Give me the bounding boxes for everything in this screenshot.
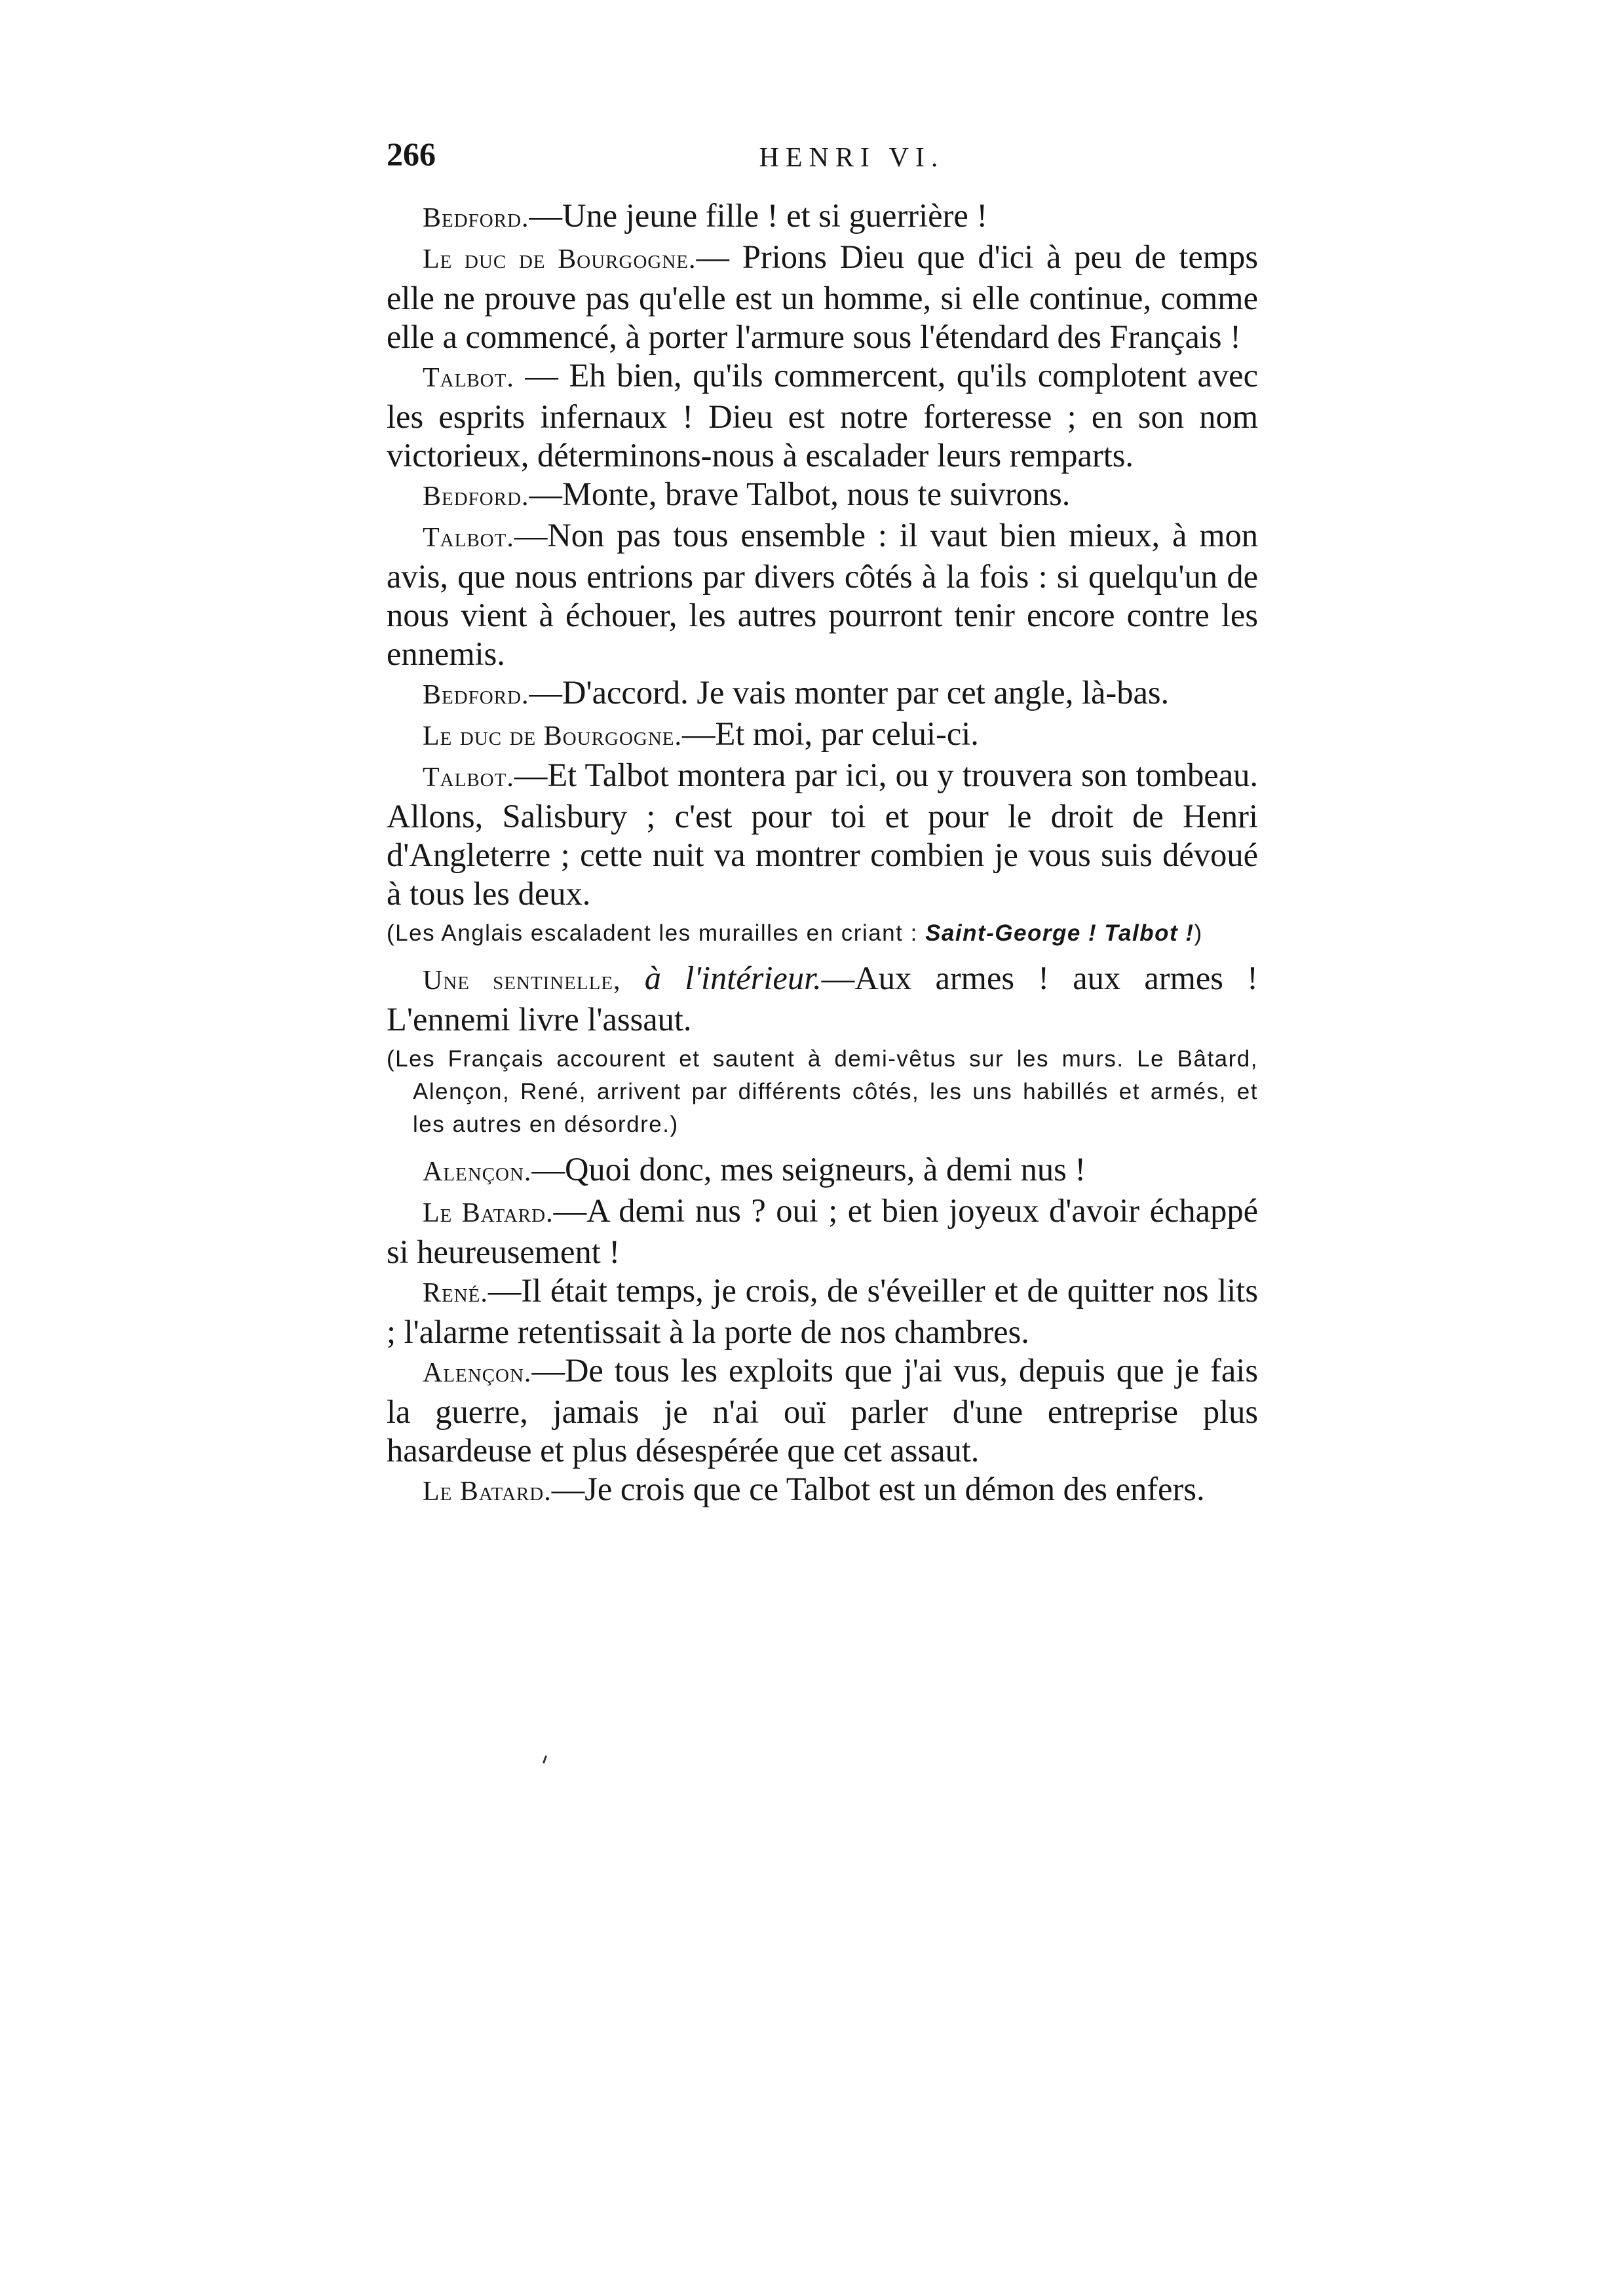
dialogue-paragraph xyxy=(387,959,1258,1039)
dialogue-text: —A demi nus ? oui ; et bien joyeux d'avoir échappé si heureusement ! xyxy=(387,1192,1259,1270)
speaker-name: Alençon. xyxy=(423,1358,532,1388)
speaker-name: Le duc de Bourgogne. xyxy=(423,244,697,274)
dialogue-text: —Quoi donc, mes seigneurs, à demi nus ! xyxy=(531,1151,1086,1188)
speaker-name: Le duc de Bourgogne. xyxy=(423,721,682,751)
stage-direction-text: (Les Français accourent et sautent à demi-vêtus sur les murs. Le Bâtard, Alençon, René, arrivent par différents côtés, les uns habillés et armés, et les autres en désordre.) xyxy=(387,1046,1258,1137)
running-title: HENRI VI. xyxy=(759,143,945,173)
stage-direction-cry: Saint-George ! Talbot ! xyxy=(925,920,1194,946)
stage-direction-text: (Les Anglais escaladent les murailles en criant : xyxy=(387,920,926,946)
speaker-name: Bedford. xyxy=(423,680,529,710)
speaker-name: Talbot. xyxy=(423,363,514,393)
dialogue-paragraph xyxy=(387,673,1258,715)
dialogue-text: —D'accord. Je vais monter par cet angle, là-bas. xyxy=(529,674,1170,711)
dialogue-paragraph xyxy=(387,756,1258,913)
speaker-name: René. xyxy=(423,1278,488,1308)
dialogue-paragraph xyxy=(387,1271,1258,1351)
dialogue-paragraph xyxy=(387,516,1258,673)
dialogue-paragraph xyxy=(387,238,1258,356)
page-number: 266 xyxy=(387,136,436,172)
dialogue-paragraph xyxy=(387,1470,1258,1511)
dialogue-text: —Et Talbot montera par ici, ou y trouvera son tombeau. Allons, Salisbury ; c'est pour toi et pour le droit de Henri d'Angleterre ; cette nuit va montrer combien je vous suis dévoué à tous les deux. xyxy=(387,757,1258,912)
speaker-name: Le Batard. xyxy=(423,1477,552,1507)
speaker-name: Bedford. xyxy=(423,203,529,233)
speaker-direction: à l'intérieur. xyxy=(621,960,822,996)
dialogue-paragraph xyxy=(387,475,1258,516)
dialogue-text: —Je crois que ce Talbot est un démon des enfers. xyxy=(551,1471,1205,1507)
dialogue-paragraph xyxy=(387,356,1258,475)
dialogue-text: — Eh bien, qu'ils commercent, qu'ils complotent avec les esprits infernaux ! Dieu est notre forteresse ; en son nom victorieux, déterminons-nous à escalader leurs remparts. xyxy=(387,357,1258,474)
speaker-name: Talbot. xyxy=(423,523,514,553)
dialogue-paragraph xyxy=(387,715,1258,756)
dialogue-paragraph xyxy=(387,1351,1258,1470)
dialogue-text: —Une jeune fille ! et si guerrière ! xyxy=(529,197,988,234)
dialogue-text: —Il était temps, je crois, de s'éveiller et de quitter nos lits ; l'alarme retentissait à la porte de nos chambres. xyxy=(387,1272,1258,1350)
dialogue-text: —Et moi, par celui-ci. xyxy=(681,715,979,752)
dialogue-paragraph xyxy=(387,197,1258,238)
dialogue-paragraph xyxy=(387,1192,1258,1271)
dialogue-text: — Prions Dieu que d'ici à peu de temps elle ne prouve pas qu'elle est un homme, si elle continue, comme elle a commencé, à porter l'armure sous l'étendard des Français ! xyxy=(387,238,1259,355)
dialogue-text: —Monte, brave Talbot, nous te suivrons. xyxy=(529,476,1071,512)
stage-direction xyxy=(387,1043,1258,1141)
speaker-name: Talbot. xyxy=(423,762,514,793)
stage-direction-close: ) xyxy=(1194,920,1203,946)
speaker-name: Une sentinelle, xyxy=(423,966,621,996)
dialogue-text: —Non pas tous ensemble : il vaut bien mieux, à mon avis, que nous entrions par divers côtés à la fois : si quelqu'un de nous vient à échouer, les autres pourront tenir encore contre les ennemis. xyxy=(387,517,1258,672)
dialogue-text: —Aux armes ! aux armes ! L'ennemi livre l'assaut. xyxy=(387,960,1258,1038)
stage-direction xyxy=(387,917,1258,950)
page-body xyxy=(387,197,1258,1511)
ink-mark xyxy=(543,1756,547,1763)
speaker-name: Bedford. xyxy=(423,481,529,512)
dialogue-text: —De tous les exploits que j'ai vus, depuis que je fais la guerre, jamais je n'ai ouï parler d'une entreprise plus hasardeuse et plus désespérée que cet assaut. xyxy=(387,1352,1258,1469)
dialogue-paragraph xyxy=(387,1150,1258,1192)
speaker-name: Le Batard. xyxy=(423,1198,554,1228)
speaker-name: Alençon. xyxy=(423,1157,532,1187)
page-header xyxy=(387,134,1268,180)
